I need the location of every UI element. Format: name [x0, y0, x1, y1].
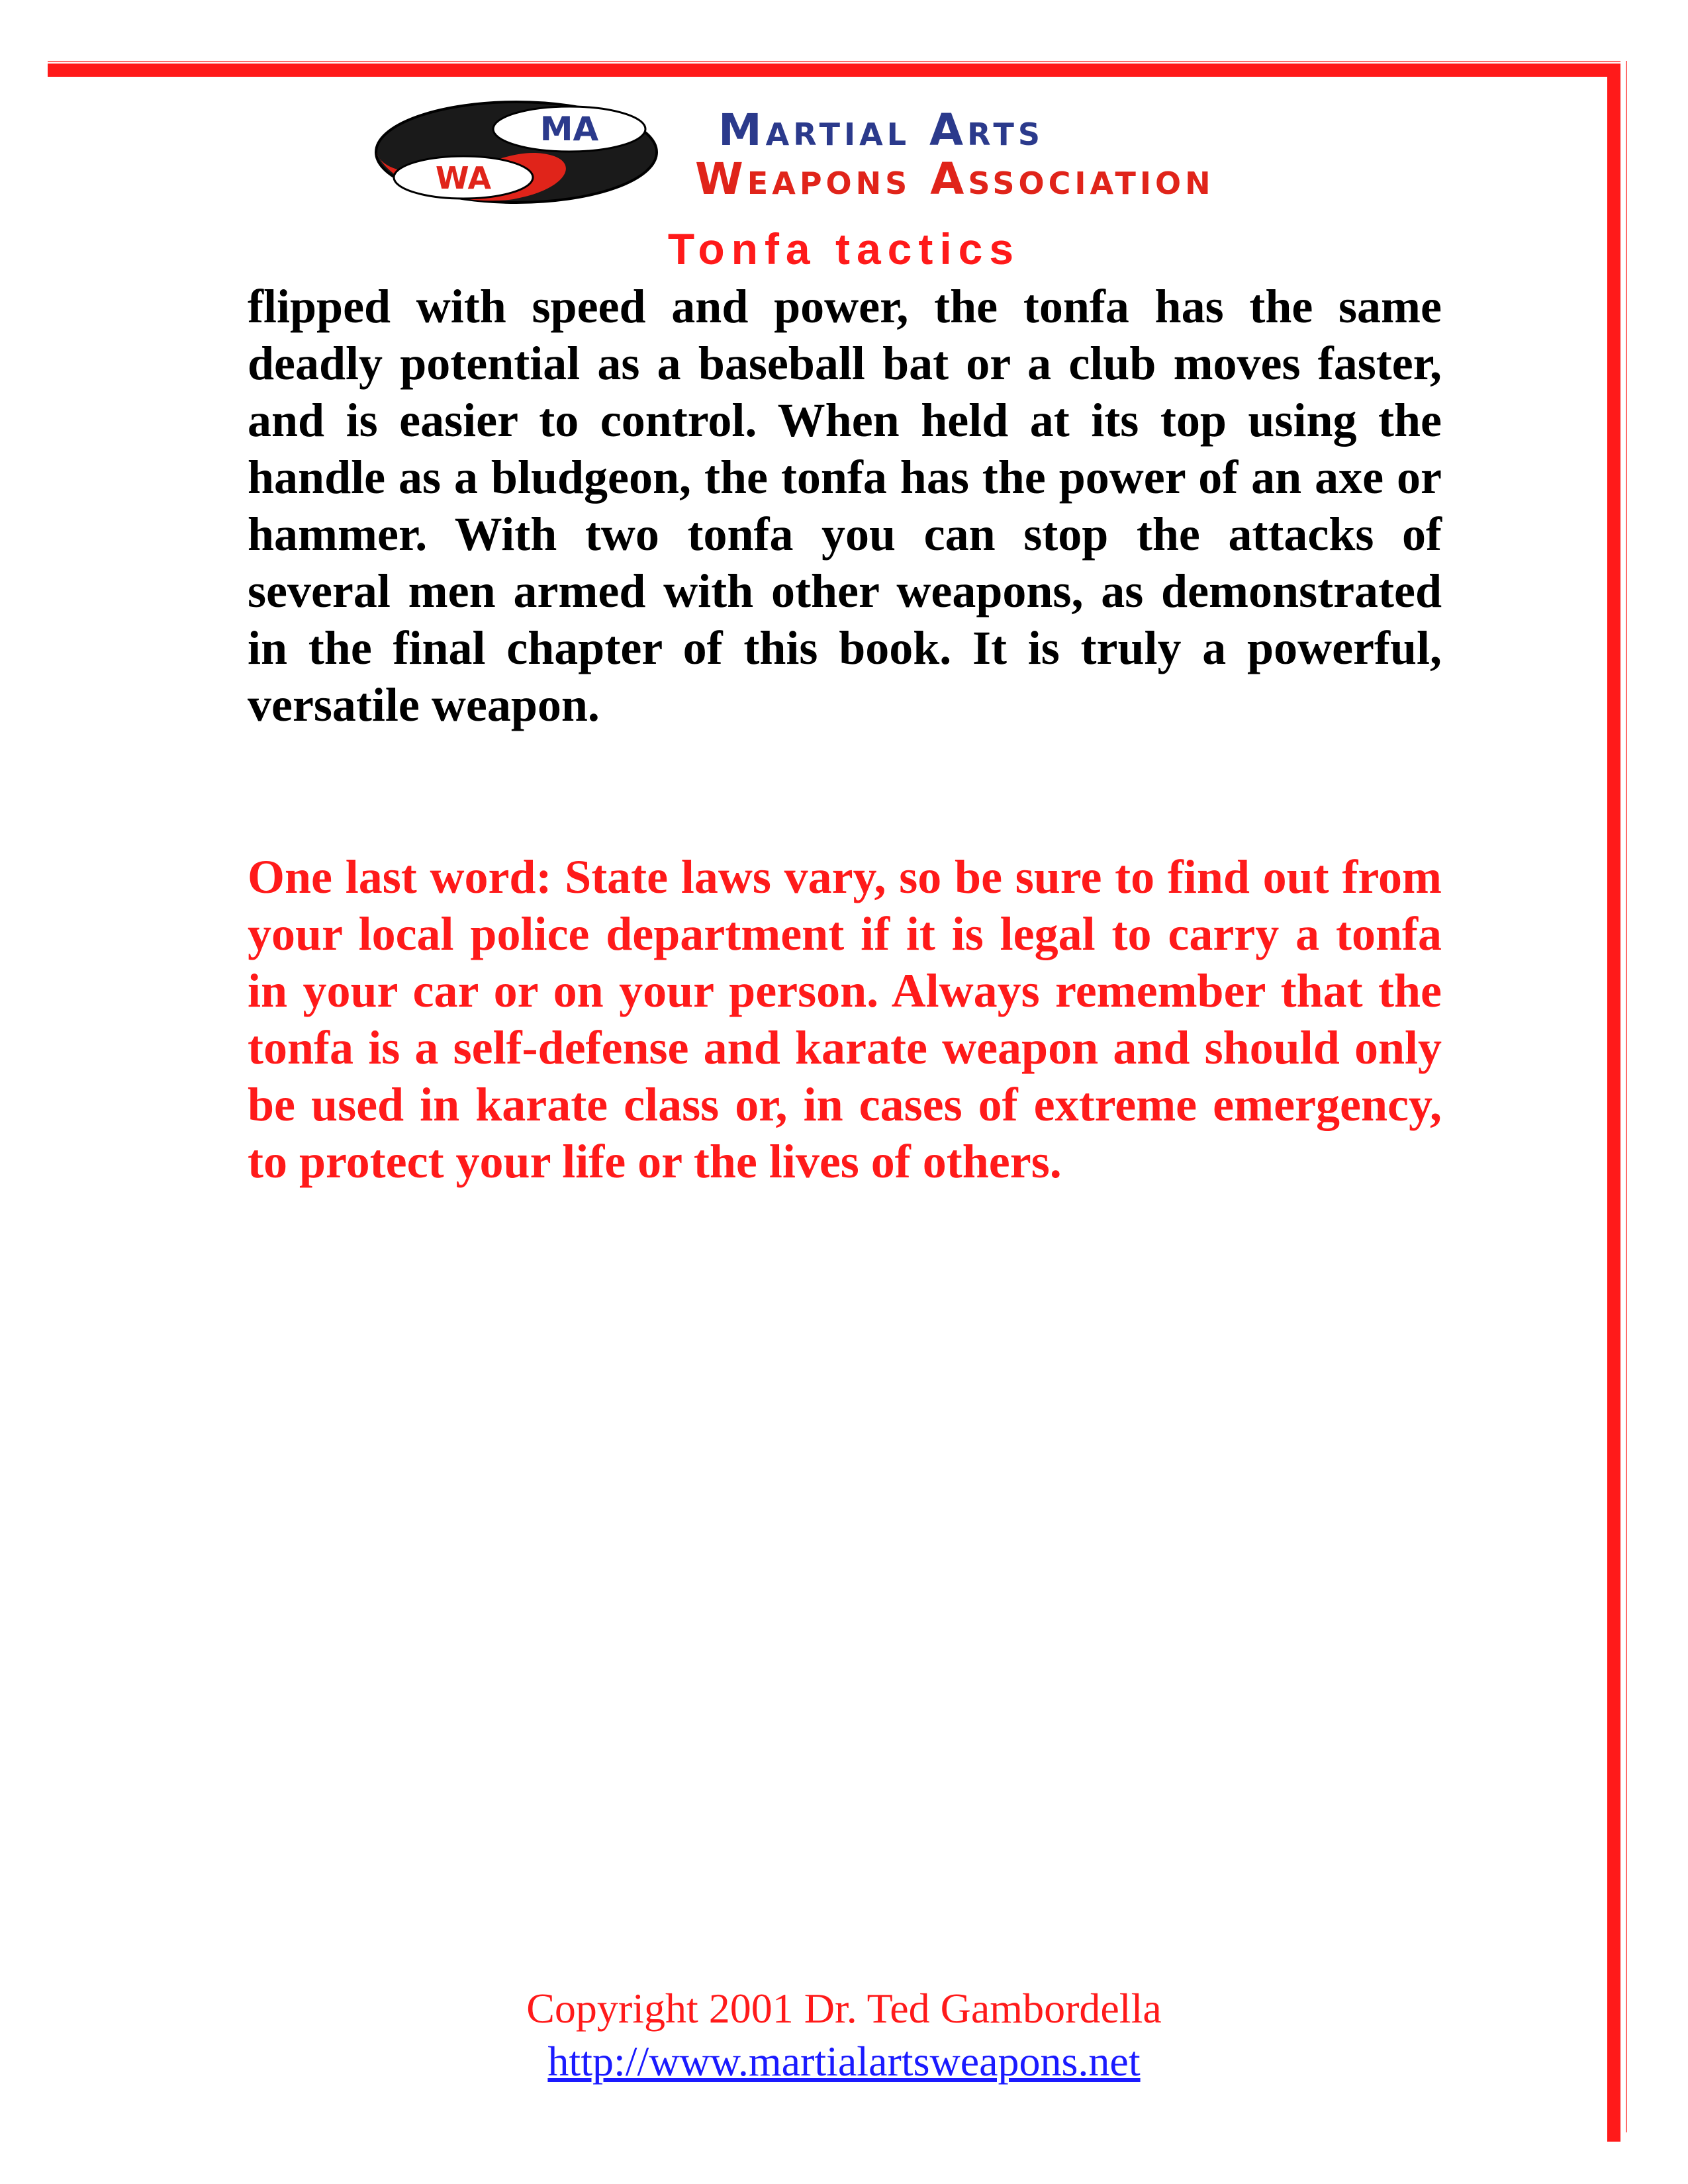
page-border-top-thin — [48, 61, 1620, 62]
emblem-top-text: MA — [539, 110, 599, 148]
page-border-right — [1607, 64, 1620, 2142]
page-title: Tonfa tactics — [667, 224, 1021, 273]
website-link[interactable]: http://www.martialartsweapons.net — [547, 2038, 1141, 2085]
legal-warning-paragraph: One last word: State laws vary, so be sure to find out from your local police department if it is legal to carry a tonfa in your car or on your person. Always remember that the tonfa is a self-defense and karate weapon and should only be used in karate class or, in cases of extreme emergency, to protect your life or the lives of others. — [248, 850, 1442, 1188]
logo-line-martial-arts: Martial Arts — [718, 105, 1044, 156]
page-border-top — [48, 64, 1620, 77]
association-logo — [371, 99, 1317, 205]
yin-yang-emblem-icon — [371, 99, 662, 205]
emblem-bottom-text: WA — [435, 160, 492, 196]
page-border-right-thin — [1626, 61, 1627, 2132]
copyright-notice: Copyright 2001 Dr. Ted Gambordella — [526, 1985, 1162, 2032]
body-paragraph: flipped with speed and power, the tonfa has the same deadly potential as a baseball bat or a club moves faster, and is easier to control. When held at its top using the handle as a bludgeon, the tonfa has the power of an axe or hammer. With two tonfa you can stop the attacks of several men armed with other weapons, as demonstrated in the final chapter of this book. It is truly a powerful, versatile weapon. — [248, 280, 1442, 731]
logo-line-weapons-association: Weapons Association — [695, 154, 1215, 205]
